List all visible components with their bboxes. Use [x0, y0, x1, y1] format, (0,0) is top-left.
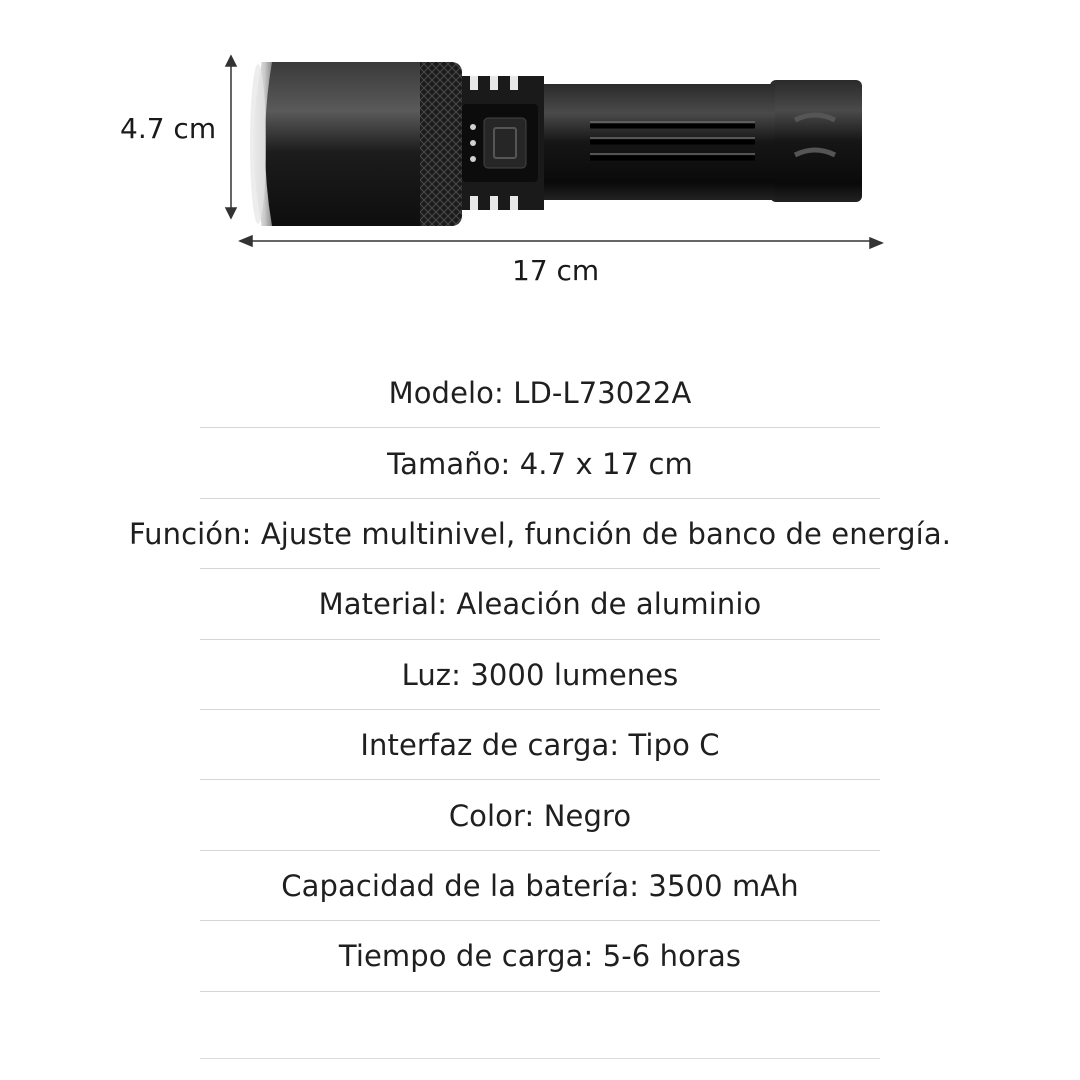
- length-dimension-line: [240, 236, 882, 248]
- divider: [200, 991, 880, 992]
- flashlight-tail: [770, 80, 862, 202]
- spec-row-size: [0, 428, 1080, 498]
- spec-size: Tamaño: 4.7 x 17 cm: [387, 446, 693, 481]
- length-label: 17 cm: [512, 254, 600, 287]
- spec-row-model: [0, 358, 1080, 428]
- spec-light: Luz: 3000 lumenes: [401, 657, 679, 692]
- spec-charging-time: Tiempo de carga: 5-6 horas: [338, 939, 742, 974]
- spec-material: Material: Aleación de aluminio: [318, 587, 762, 622]
- height-label: 4.7 cm: [120, 112, 217, 145]
- spec-list: [0, 358, 1080, 992]
- spec-row-color: [0, 780, 1080, 850]
- bottom-divider: [200, 1058, 880, 1059]
- spec-charging-interface: Interfaz de carga: Tipo C: [360, 728, 720, 763]
- spec-row-material: [0, 569, 1080, 639]
- height-dimension-line: [226, 56, 236, 218]
- spec-model: Modelo: LD-L73022A: [388, 376, 692, 411]
- spec-row-light: [0, 640, 1080, 710]
- spec-row-charging-time: [0, 921, 1080, 991]
- spec-row-battery: [0, 851, 1080, 921]
- power-button[interactable]: [484, 118, 526, 168]
- spec-row-function: [0, 499, 1080, 569]
- flashlight-head: [255, 62, 420, 226]
- spec-color: Color: Negro: [448, 798, 632, 833]
- spec-function: Función: Ajuste multinivel, función de banco de energía.: [128, 516, 952, 551]
- spec-row-charging-interface: [0, 710, 1080, 780]
- spec-battery: Capacidad de la batería: 3500 mAh: [281, 868, 799, 903]
